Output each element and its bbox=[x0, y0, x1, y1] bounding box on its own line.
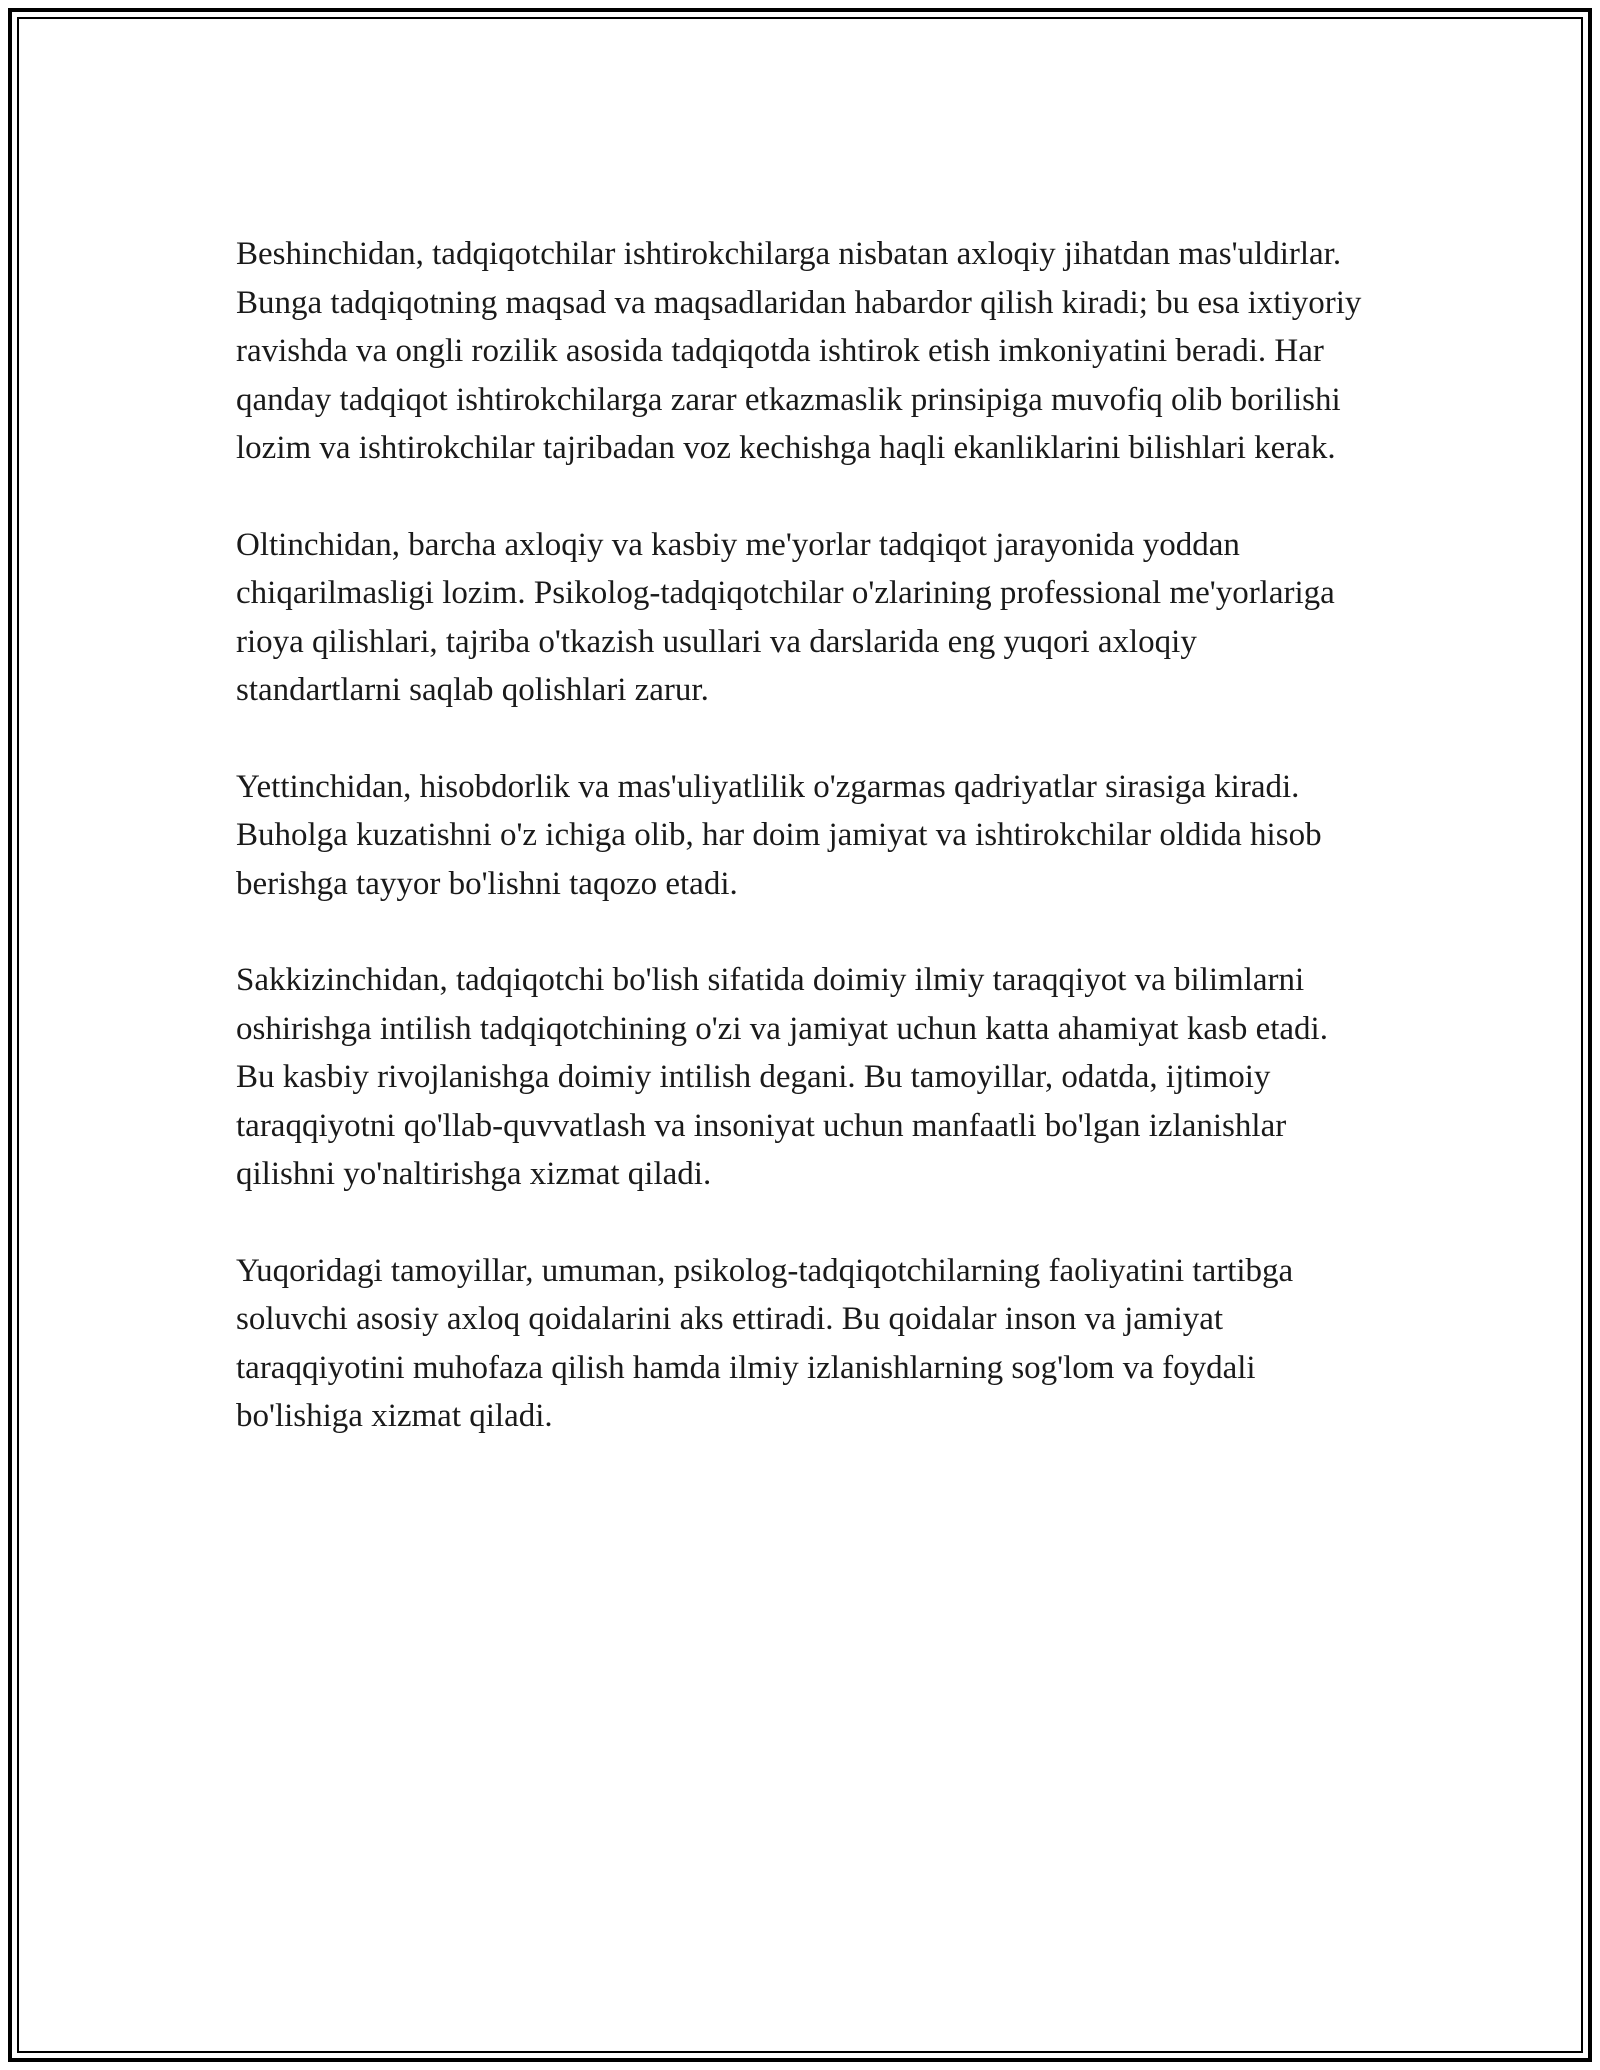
paragraph-fifth-principle: Beshinchidan, tadqiqotchilar ishtirokchilarga nisbatan axloqiy jihatdan mas'uldirlar. Bunga tadqiqotning maqsad va maqsadlaridan habardor qilish kiradi; bu esa ixtiyoriy ravishda va ongli rozilik asosida tadqiqotda ishtirok etish imkoniyatini beradi. Har qanday tadqiqot ishtirokchilarga zarar etkazmaslik prinsipiga muvofiq olib borilishi lozim va ishtirokchilar tajribadan voz kechishga haqli ekanliklarini bilishlari kerak. bbox=[236, 236, 1362, 466]
paragraph-seventh-principle: Yettinchidan, hisobdorlik va mas'uliyatlilik o'zgarmas qadriyatlar sirasiga kiradi. Buholga kuzatishni o'z ichiga olib, har doim jamiyat va ishtirokchilar oldida hisob berishga tayyor bo'lishni taqozo etadi. bbox=[236, 768, 1322, 902]
document-body bbox=[236, 230, 1366, 1489]
paragraph-eighth-principle: Sakkizinchidan, tadqiqotchi bo'lish sifatida doimiy ilmiy taraqqiyot va bilimlarni oshirishga intilish tadqiqotchining o'zi va jamiyat uchun katta ahamiyat kasb etadi. Bu kasbiy rivojlanishga doimiy intilish degani. Bu tamoyillar, odatda, ijtimoiy taraqqiyotni qo'llab-quvvatlash va insoniyat uchun manfaatli bo'lgan izlanishlar qilishni yo'naltirishga xizmat qiladi. bbox=[236, 962, 1328, 1192]
paragraph-conclusion: Yuqoridagi tamoyillar, umuman, psikolog-tadqiqotchilarning faoliyatini tartibga soluvchi asosiy axloq qoidalarini aks ettiradi. Bu qoidalar inson va jamiyat taraqqiyotini muhofaza qilish hamda ilmiy izlanishlarning sog'lom va foydali bo'lishiga xizmat qiladi. bbox=[236, 1252, 1294, 1434]
paragraph-sixth-principle: Oltinchidan, barcha axloqiy va kasbiy me'yorlar tadqiqot jarayonida yoddan chiqarilmasligi lozim. Psikolog-tadqiqotchilar o'zlarining professional me'yorlariga rioya qilishlari, tajriba o'tkazish usullari va darslarida eng yuqori axloqiy standartlarni saqlab qolishlari zarur. bbox=[236, 526, 1335, 708]
